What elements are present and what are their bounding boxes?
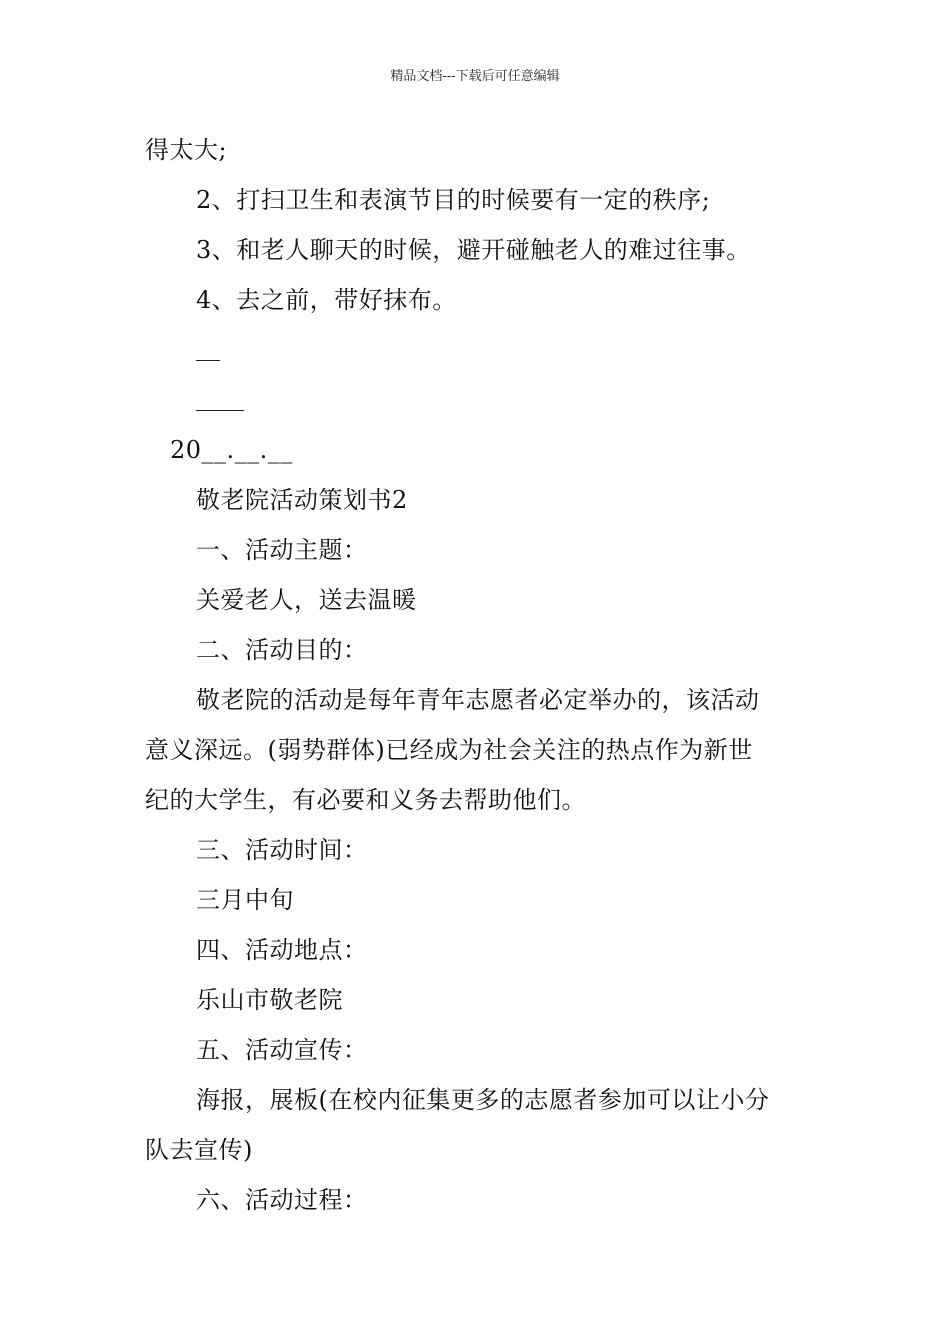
text-line: 敬老院的活动是每年青年志愿者必定举办的，该活动 — [196, 686, 760, 714]
text-line: 4、去之前，带好抹布。 — [196, 286, 457, 314]
page-header: 精品文档---下载后可任意编辑 — [390, 69, 560, 84]
date-line: 20__.__.__ — [170, 436, 293, 464]
text-line: 纪的大学生，有必要和义务去帮助他们。 — [145, 786, 586, 814]
text-line: 得太大; — [145, 136, 228, 164]
heading-promotion: 五、活动宣传： — [196, 1036, 368, 1064]
text-line: 乐山市敬老院 — [196, 986, 343, 1014]
text-line: 意义深远。(弱势群体)已经成为社会关注的热点作为新世 — [145, 736, 753, 764]
heading-purpose: 二、活动目的： — [196, 636, 368, 664]
text-line: 关爱老人，送去温暖 — [196, 586, 417, 614]
text-line: 三月中旬 — [196, 886, 294, 914]
heading-time: 三、活动时间： — [196, 836, 368, 864]
signature-line — [196, 410, 244, 411]
heading-process: 六、活动过程： — [196, 1186, 368, 1214]
text-line: 2、打扫卫生和表演节目的时候要有一定的秩序; — [196, 186, 711, 214]
text-line: 3、和老人聊天的时候，避开碰触老人的难过往事。 — [196, 236, 751, 264]
heading-theme: 一、活动主题： — [196, 536, 368, 564]
text-line: 海报，展板(在校内征集更多的志愿者参加可以让小分 — [196, 1086, 770, 1114]
signature-line — [196, 360, 220, 361]
section-title: 敬老院活动策划书2 — [196, 486, 408, 514]
heading-location: 四、活动地点： — [196, 936, 368, 964]
text-line: 队去宣传) — [145, 1136, 253, 1164]
